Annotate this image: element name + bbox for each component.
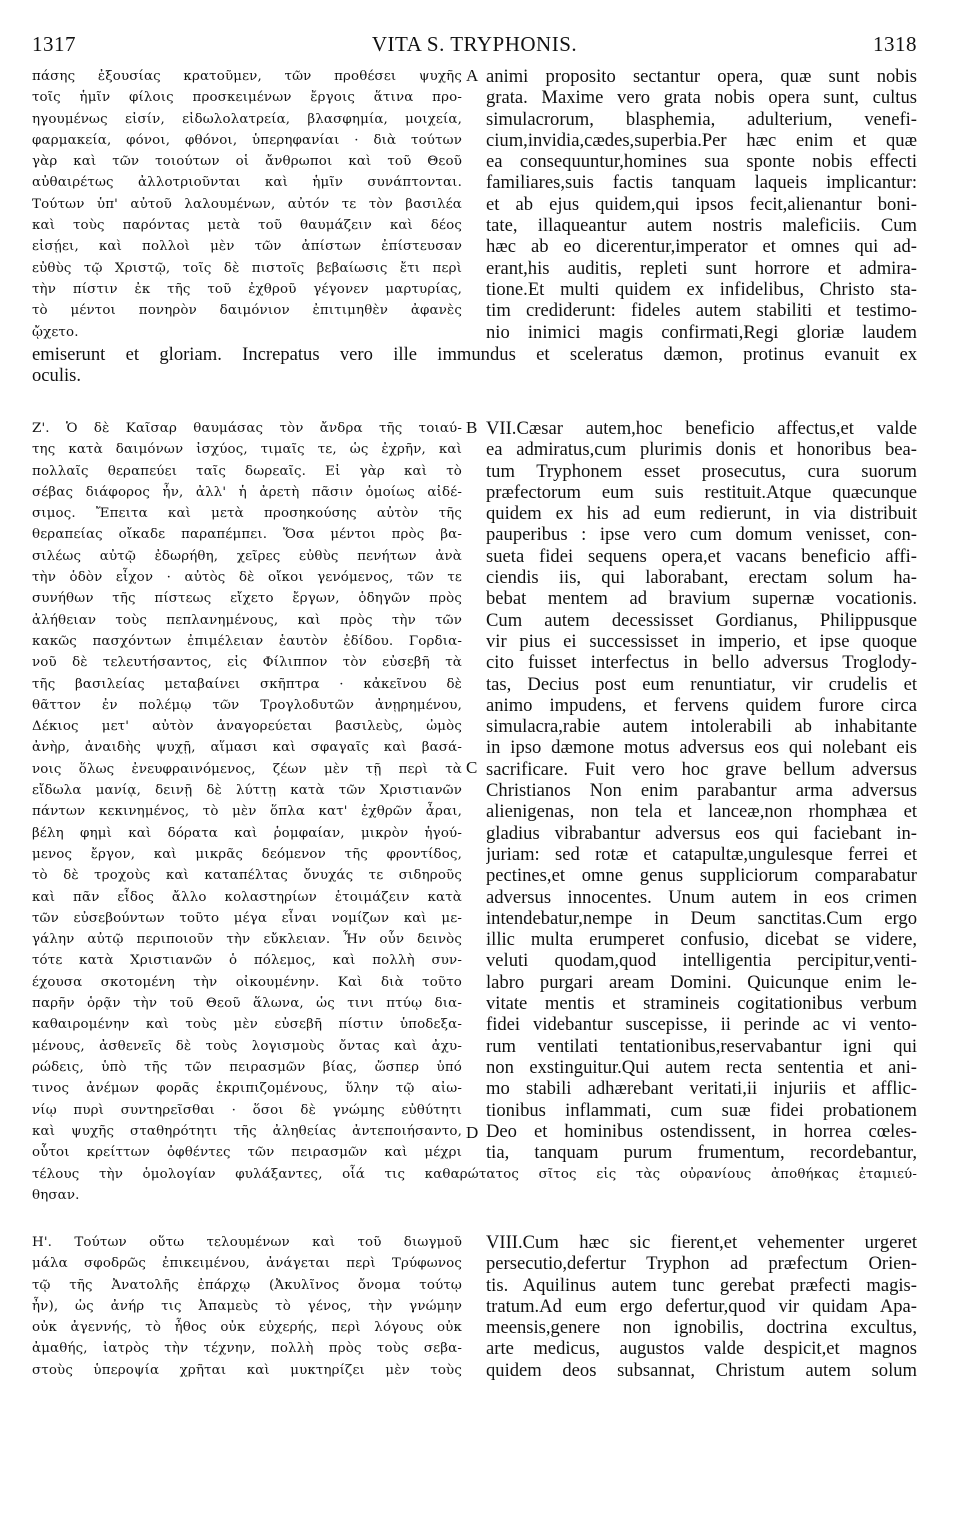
greek-text-line: τὸ μέντοι πονηρὸν δαιμόνιον ἐπιτιμηθὲν ἀφανὲς	[32, 303, 462, 319]
greek-column	[32, 418, 462, 1163]
latin-column	[486, 418, 917, 1163]
greek-text-line: τότε κατὰ Χριστιανῶν ὁ πόλεμος, καὶ πολλὴ συν-	[32, 953, 462, 969]
latin-text-line: bebat mentem ad bravium supernæ vocationis.	[486, 588, 917, 610]
greek-text-line: της κατὰ δαιμόνων ἰσχύος, τιμαῖς τε, ὡς ἐχρῆν, καὶ	[32, 442, 462, 458]
greek-text-line: ᾤχετο.	[32, 324, 79, 340]
margin-letter-d: D	[466, 1123, 479, 1142]
greek-text-line: σιλέως αὐτῷ ἐδωρήθη, χεῖρες εὐθὺς πενήτων ἀνὰ	[32, 548, 462, 564]
latin-text-line: simulacra,rabie autem intolerabili ab inhabitante	[486, 716, 917, 738]
greek-text-line: τοῖς ἡμῖν φίλοις προσκειμένων ἔργοις ἅτινα προ-	[32, 90, 462, 106]
greek-text-line: καθαιρομένην καὶ τοὺς μὲν εὐσεβῆ πίστιν ὑποδεξα-	[32, 1017, 462, 1033]
greek-text-line: τινος ἀνέμων φορᾶς ἐκριπιζομένους, ὕλην τῷ αἰω-	[32, 1081, 462, 1097]
latin-text-line: ea admiratus,cum plurimis donis et honoribus bea-	[486, 439, 917, 461]
greek-text-line: παρῆν ὁρᾷν τὴν τοῦ Θεοῦ ἅλωνα, ὡς τινι πτύῳ δια-	[32, 996, 462, 1012]
greek-text-line: κακῶς πασχόντων ἐπιμέλειαν ἑαυτὸν ἐδίδου. Γορδια-	[32, 633, 462, 649]
greek-text-line: νοις ὅλως ἐνευφραινόμενος, ζέων μὲν τῇ περὶ τὰ	[32, 761, 462, 777]
greek-text-line: βέλη φημὶ καὶ δόρατα καὶ ῥομφαίαν, μικρὸν ἡγού-	[32, 825, 462, 841]
latin-text-line: animo impudens, et fervens quidem furore circa	[486, 694, 917, 716]
greek-text-line: πολλαῖς θεραπεύει ταῖς δωρεαῖς. Εἰ γὰρ καὶ τὸ	[32, 463, 462, 479]
latin-full-width-text	[32, 344, 917, 387]
latin-text-line: juriam: sed rotæ et catapultæ,ungulesque ferrei et	[486, 843, 917, 865]
greek-text-line: τὸ δὲ τροχοὺς καὶ καταπέλτας ὄνυχάς τε σιδηροῦς	[32, 868, 462, 884]
latin-text-line: tas, Decius post eum renuntiatur, vir crudelis et	[486, 673, 917, 695]
latin-text-line: oculis.	[32, 365, 82, 387]
latin-text-line: præfectorum eum suis restituit.Atque quæcunque	[486, 481, 917, 503]
latin-text-line: quidem deos subsannat, Christum autem solum	[486, 1359, 917, 1381]
greek-text-line: ἀλήθειαν τοὺς πεπλανημένους, καὶ πρὸς τὴν τῶν	[32, 612, 462, 628]
latin-text-line: non exstinguitur.Qui autem recta sententia et ani-	[486, 1056, 917, 1078]
page-header	[32, 32, 917, 60]
greek-text-line: Ζ'. Ὁ δὲ Καῖσαρ θαυμάσας τὸν ἄνδρα τῆς τοιαύ-	[32, 421, 462, 436]
greek-text-line: τῶν εὐσεβούντων τοῦτο μέγα εἶναι νομίζων καὶ με-	[32, 910, 462, 926]
section-viii	[32, 1232, 917, 1381]
latin-text-line: pauperibus : ipse vero cum domum venisset, con-	[486, 524, 917, 546]
margin-column	[462, 418, 486, 1163]
latin-text-line: illic multa erumperet confusio, dicebat se videre,	[486, 929, 917, 951]
greek-text-line: μένους, ἀσθενεῖς δὲ τοὺς λογισμοὺς ὄντας καὶ ἀχυ-	[32, 1038, 462, 1054]
latin-text-line: tum Tryphonem esset prosecutus, cura suorum	[486, 460, 917, 482]
latin-text-line: gladius vibrabantur adversus eos qui faciebant in-	[486, 822, 917, 844]
latin-text-line: cito fuisset interfectus in bello adversus Troglody-	[486, 652, 917, 674]
margin-letter-a: A	[466, 66, 479, 85]
latin-text-line: quidem ex his ad eum redierunt, in via distribuit	[486, 503, 917, 525]
latin-text-line: Christianos Non enim parabantur arma adversus	[486, 780, 917, 802]
latin-text-line: rum ventilati tentationibus,reservabantur igni qui	[486, 1035, 917, 1057]
margin-letter-c: C	[466, 758, 478, 777]
latin-text-line: grata. Maxime vero grata nobis opera sunt, cultus	[486, 87, 917, 109]
greek-text-line: οὐκ ἀγεννής, τὸ ἦθος οὐκ εὐχερής, περὶ λόγους οὐκ	[32, 1320, 462, 1336]
latin-text-line: tim crediderunt: fideles autem stabiliti et testimo-	[486, 300, 917, 322]
greek-text-line: ἀμαθής, ἰατρὸς τὴν τέχνην, πολλὴ πρὸς τοὺς σεβα-	[32, 1341, 462, 1357]
latin-text-line: Deo et hominibus ostendissent, in horrea cœles-	[486, 1120, 917, 1142]
latin-text-line: intendebatur,nempe in Deum sanctitas.Cum ergo	[486, 907, 917, 929]
latin-text-line: tis. Aquilinus autem tunc gerebat præfecti magis-	[486, 1274, 917, 1296]
greek-text-line: πάντων κεκινημένος, τὸ μὲν ὅπλα κατ' ἐχθρῶν ἆραι,	[32, 804, 462, 820]
latin-text-line: vir pius ei successisset in imperio, et ipse quoque	[486, 630, 917, 652]
greek-text-line: νοῦ δὲ τελευτήσαντος, εἰς Φίλιππον τὸν εὐσεβῆ τὰ	[32, 655, 462, 671]
greek-text-line: ἀνὴρ, ἀναιδὴς ψυχῇ, αἵμασι καὶ σφαγαῖς καὶ βασά-	[32, 740, 462, 756]
section-vii	[32, 418, 917, 1163]
greek-text-line: εἰσῄει, καὶ πολλοὶ μὲν τῶν ἀπίστων ἐπίστευσαν	[32, 239, 462, 255]
latin-text-line: simulacrorum, blasphemia, adulterium, venefi-	[486, 108, 917, 130]
margin-column	[462, 1232, 486, 1381]
latin-text-line: alienigenas, non tela et lanceæ,non rhomphæa et	[486, 801, 917, 823]
latin-column	[486, 1232, 917, 1381]
page-number-left: 1317	[32, 32, 76, 56]
greek-text-line: Δέκιος μετ' αὐτὸν ἀναγορεύεται βασιλεὺς, ὠμὸς	[32, 719, 462, 735]
greek-text-line: εὐθὺς τῷ Χριστῷ, τοῖς δὲ πιστοῖς βεβαίωσις ἔτι περὶ	[32, 260, 462, 276]
greek-text-line: φαρμακεία, φόνοι, φθόνοι, ὑπερηφανίαι · διὰ τούτων	[32, 132, 462, 148]
greek-text-line: ἦν), ὡς ἀνήρ τις Ἀπαμεὺς τὸ γένος, τὴν γνώμην	[32, 1298, 462, 1314]
greek-text-line: θησαν.	[32, 1188, 80, 1204]
latin-text-line: et ab ejus quidem,qui ipsos fecit,alienantur boni-	[486, 193, 917, 215]
greek-text-line: τὴν ὁδὸν εἶχον · αὐτὸς δὲ οἴκοι γενόμενος, τῶν τε	[32, 570, 462, 586]
greek-text-line: γάλην αὐτῷ περιποιοῦν τὴν εὔκλειαν. Ἦν οὖν δεινὸς	[32, 932, 462, 948]
greek-text-line: νίῳ πυρὶ συντηρεῖσθαι · ὅσοι δὲ γνώμης εὐθύτητι	[32, 1102, 462, 1118]
latin-text-line: adversus innocentes. Unum autem in eos crimen	[486, 886, 917, 908]
latin-text-line: persecutio,defertur Tryphon ad præfectum Orien-	[486, 1253, 917, 1275]
greek-text-line: καὶ πᾶν εἶδος ἄλλο κολαστηρίων ἑτοιμάζειν κατὰ	[32, 889, 462, 905]
latin-column	[486, 66, 917, 343]
latin-text-line: in ipso dæmone motus adversus eos qui nolebant eis	[486, 737, 917, 759]
greek-text-line: τῷ τῆς Ἀνατολῆς ἐπάρχῳ (Ἀκυλῖνος ὄνομα τούτῳ	[32, 1277, 462, 1293]
greek-text-line: ηγουμένως εἰσίν, εἰδωλολατρεία, βλασφημία, μοιχεία,	[32, 111, 462, 127]
latin-text-line: arte medicus, augustos valde despicit,et magnos	[486, 1338, 917, 1360]
greek-text-line: καὶ ψυχῆς σταθηρότητι τῆς ἀληθείας ἀντεποιήσαντο,	[32, 1123, 462, 1139]
latin-text-line: VIII.Cum hæc sic fierent,et vehementer urgeret	[486, 1232, 917, 1253]
latin-text-line: emiserunt et gloriam. Increpatus vero ille immundus et sceleratus dæmon, protinus evanuit ex	[32, 344, 917, 365]
latin-text-line: tionibus inflammati, cum suæ fidei probationem	[486, 1099, 917, 1121]
greek-full-width-text	[32, 1164, 917, 1207]
latin-text-line: tia, tanquam purum frumentum, recordebantur,	[486, 1142, 917, 1164]
greek-text-line: Η'. Τούτων οὕτω τελουμένων καὶ τοῦ διωγμοῦ	[32, 1235, 462, 1250]
margin-column	[462, 66, 486, 343]
latin-text-line: cium,invidia,cædes,superbia.Per hæc enim et quæ	[486, 129, 917, 151]
latin-text-line: labro purgari aream Domini. Quicunque enim le-	[486, 971, 917, 993]
greek-text-line: στοὺς ὑπεροψία χρῆται καὶ μυκτηρίζει μὲν τοὺς	[32, 1362, 462, 1378]
greek-text-line: εἴδωλα μανίᾳ, δεινῇ δὲ λύττῃ κατὰ τῶν Χριστιανῶν	[32, 783, 462, 799]
latin-text-line: ciendis iis, qui laborabant, erectam solum ha-	[486, 567, 917, 589]
greek-text-line: τῆς βασιλείας μεταβαίνει σκῆπτρα · κἀκεῖνου δὲ	[32, 676, 462, 692]
margin-letter-b: B	[466, 418, 478, 437]
latin-text-line: veluti quodam,quod intelligentia percipitur,venti-	[486, 950, 917, 972]
latin-text-line: pectines,et omne genus suppliciorum comparabatur	[486, 865, 917, 887]
page-number-right: 1318	[873, 32, 917, 56]
latin-text-line: sacrificare. Fuit vero hoc grave bellum adversus	[486, 758, 917, 780]
greek-text-line: οὗτοι κρείττων ὀφθέντες τῶν πειρασμῶν καὶ μέχρι	[32, 1145, 462, 1161]
greek-text-line: θεραπείας οἴκαδε παραπέμπει. Ὅσα μέντοι πρὸς βα-	[32, 527, 462, 543]
greek-text-line: θᾶττον ἐν πολέμῳ τῶν Τρογλοδυτῶν ἀνῃρημένου,	[32, 697, 462, 713]
greek-text-line: πάσης ἐξουσίας κρατοῦμεν, τῶν προθέσει ψυχῆς	[32, 69, 462, 84]
latin-text-line: tione.Et multi quidem ex infidelibus, Christo sta-	[486, 278, 917, 300]
greek-text-line: τὴν πίστιν ἐκ τῆς τοῦ ἐχθροῦ γέγονεν μαρτυρίας,	[32, 281, 462, 297]
greek-text-line: ρώδεις, ὑπὸ τῆς τῶν πειρασμῶν βίας, ὥσπερ ὑπό	[32, 1059, 462, 1075]
greek-text-line: συνήθων τῆς πίστεως εἴχετο ἔργων, ὁδηγῶν πρὸς	[32, 591, 462, 607]
greek-text-line: τέλους τὴν ὁμολογίαν φυλάξαντες, οἷά τις καθαρώτατος σῖτος εἰς τὰς οὐρανίους ἀποθήκας ἐταμιεύ-	[32, 1167, 917, 1182]
section-vi-end	[32, 66, 917, 343]
greek-text-line: έχουσα σκοτομένη τὴν οἰκουμένην. Καὶ διὰ τοῦτο	[32, 974, 462, 990]
latin-text-line: sueta fidei sequens opera,et vacans beneficio affi-	[486, 545, 917, 567]
running-title: VITA S. TRYPHONIS.	[371, 32, 578, 56]
greek-text-line: αὐθαιρέτως ἀλλοτριοῦνται καὶ ἡμῖν συνάπτονται.	[32, 175, 462, 191]
latin-text-line: nio inimici magis confirmati,Regi gloriæ laudem	[486, 321, 917, 343]
latin-text-line: meensis,genere non ignobilis, doctrina excultus,	[486, 1317, 917, 1339]
greek-text-line: γὰρ καὶ τῶν τοιούτων οἱ ἄνθρωποι καὶ τοῦ Θεοῦ	[32, 154, 462, 170]
greek-text-line: Τούτων ὑπ' αὐτοῦ λαλουμένων, αὐτόν τε τὸν βασιλέα	[32, 196, 462, 212]
greek-text-line: καὶ τοὺς παρόντας μετὰ τοῦ θαυμάζειν καὶ δέος	[32, 218, 462, 234]
latin-text-line: hæc ab eo dicerentur,imperator et omnes qui ad-	[486, 236, 917, 258]
latin-text-line: animi proposito sectantur opera, quæ sunt nobis	[486, 66, 917, 87]
latin-text-line: vitate mentis et stramineis cogitationibus verbum	[486, 993, 917, 1015]
latin-text-line: familiares,suis factis tanquam laqueis implicantur:	[486, 172, 917, 194]
latin-text-line: fidei videbantur suscepisse, ii perinde ac vi vento-	[486, 1014, 917, 1036]
latin-text-line: ea consequuntur,homines sua sponte nobis effecti	[486, 151, 917, 173]
greek-text-line: μάλα σφοδρῶς ἐπικειμένου, ἀνάγεται περὶ Τρύφωνος	[32, 1256, 462, 1272]
latin-text-line: Cum autem decessisset Gordianus, Philippusque	[486, 609, 917, 631]
latin-text-line: tratum.Ad eum ergo defertur,quod vir quidam Apa-	[486, 1295, 917, 1317]
latin-text-line: mo stabili adhærebant veritati,ii injuriis et afflic-	[486, 1078, 917, 1100]
latin-text-line: erant,his auditis, repleti sunt horrore et admira-	[486, 257, 917, 279]
latin-text-line: VII.Cæsar autem,hoc beneficio affectus,et valde	[486, 418, 917, 439]
greek-text-line: μενος ἔργον, καὶ μικρᾶς δεόμενον τῆς φροντίδος,	[32, 846, 462, 862]
greek-column	[32, 66, 462, 343]
latin-text-line: tate, illaqueantur autem nostris maleficiis. Cum	[486, 215, 917, 237]
greek-text-line: σέβας διάφορος ἦν, ἀλλ' ἡ ἀρετὴ πᾶσιν ὁμοίως αἰδέ-	[32, 484, 462, 500]
greek-column	[32, 1232, 462, 1381]
greek-text-line: σιμος. Ἔπειτα καὶ μετὰ προσηκούσης αὐτὸν τῆς	[32, 506, 462, 522]
